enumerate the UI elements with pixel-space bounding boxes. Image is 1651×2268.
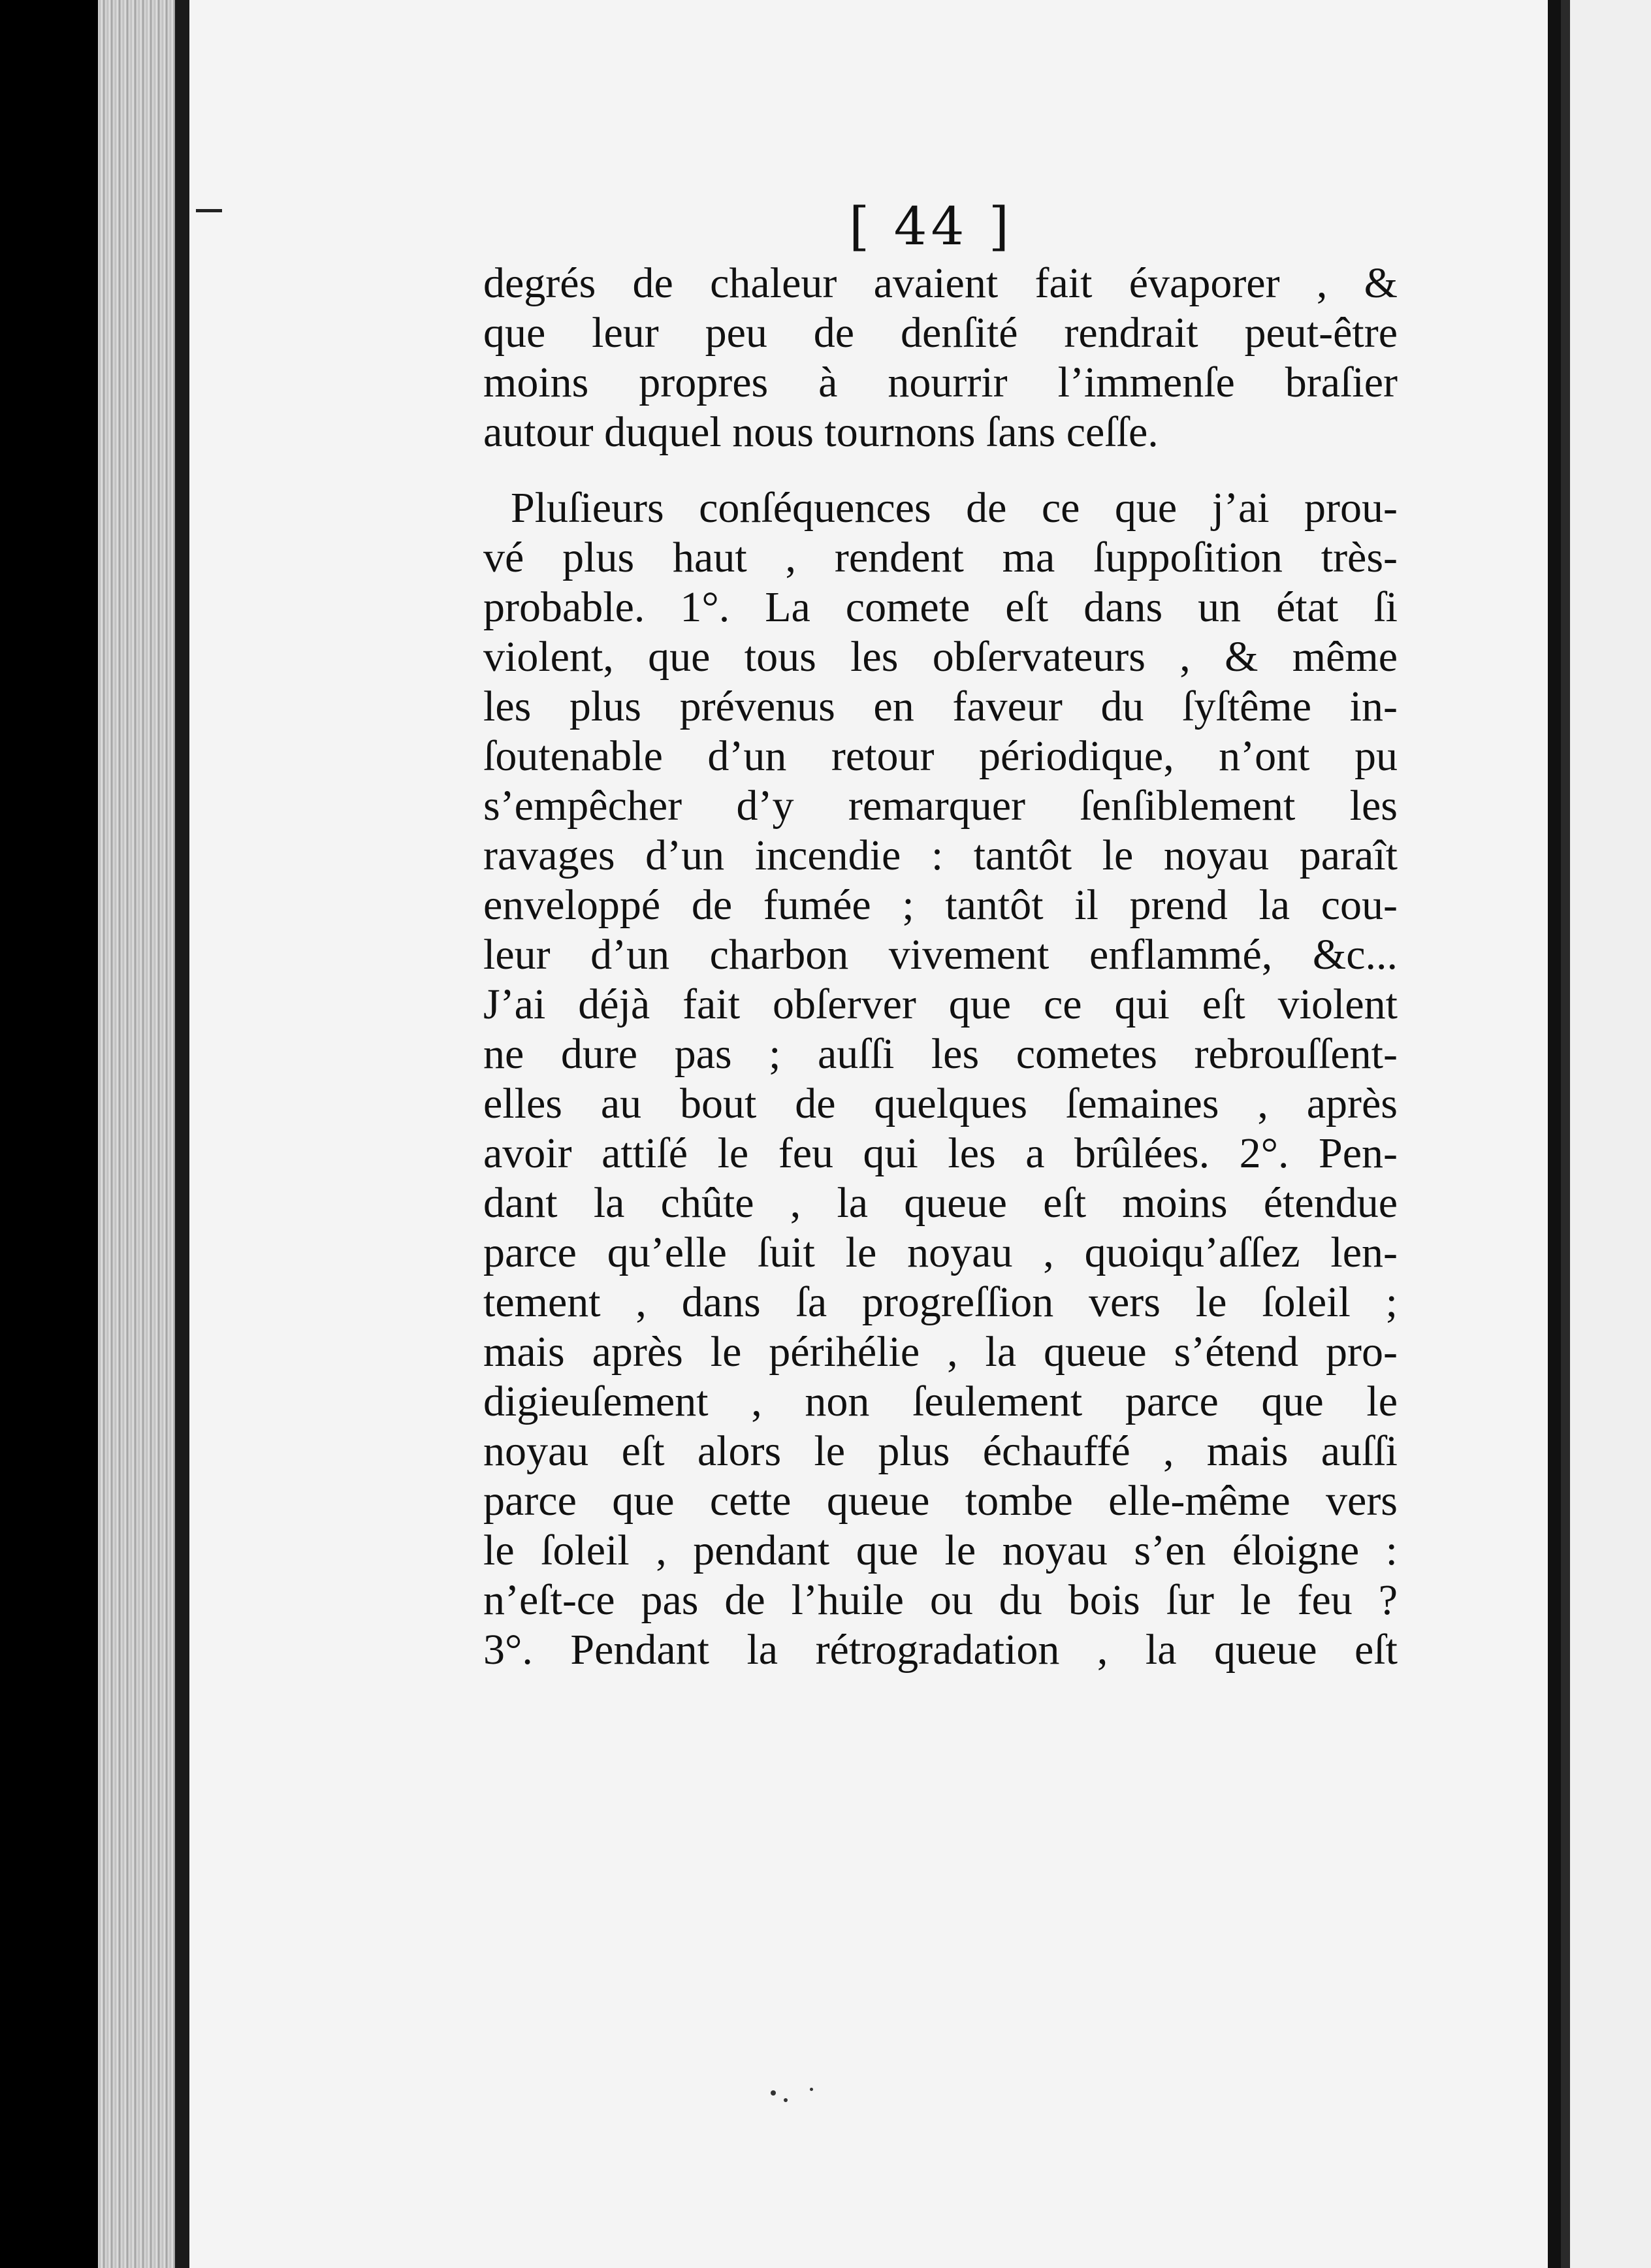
text-line: dant la chûte , la queue eſt moins étendue [483,1179,1398,1227]
text-line: autour duquel nous tournons ſans ceſſe. [483,408,1159,456]
page-number: [ 44 ] [849,196,1014,257]
text-line: noyau eſt alors le plus échauffé , mais auſſi [483,1427,1398,1475]
text-line: vé plus haut , rendent ma ſuppoſition très- [483,534,1398,581]
text-line: le ſoleil , pendant que le noyau s’en éloigne : [483,1527,1398,1574]
text-line: ravages d’un incendie : tantôt le noyau paraît [483,832,1398,879]
paragraph-gap [483,457,1398,483]
text-line: ne dure pas ; auſſi les cometes rebrouſſent- [483,1030,1398,1078]
page-edge-right [1548,0,1561,2268]
text-line: s’empêcher d’y remarquer ſenſiblement les [483,782,1398,830]
text-line: n’eſt-ce pas de l’huile ou du bois ſur le feu ? [483,1576,1398,1624]
text-line: avoir attiſé le feu qui les a brûlées. 2°. Pen- [483,1129,1398,1177]
text-line: parce qu’elle ſuit le noyau , quoiqu’aſſez len- [483,1229,1398,1276]
ink-speck [810,2088,813,2091]
text-line: J’ai déjà fait obſerver que ce qui eſt violent [483,980,1398,1028]
text-line: moins propres à nourrir l’immenſe braſier [483,359,1398,406]
gutter-shadow [175,0,189,2268]
text-line: elles au bout de quelques ſemaines , après [483,1080,1398,1127]
text-line: les plus prévenus en faveur du ſyſtême in- [483,683,1398,730]
text-line: mais après le périhélie , la queue s’étend pro- [483,1328,1398,1376]
text-line: violent, que tous les obſervateurs , & même [483,633,1398,681]
body-text [483,259,1398,1675]
facing-page-strip [1561,0,1651,2268]
text-line: probable. 1°. La comete eſt dans un état ſi [483,583,1398,631]
facing-page-edge [1561,0,1570,2268]
text-line: leur d’un charbon vivement enflammé, &c... [483,931,1398,979]
ink-specks [764,2084,842,2110]
ink-speck [784,2098,788,2102]
text-line: 3°. Pendant la rétrogradation , la queue eſt [483,1626,1398,1674]
text-line: degrés de chaleur avaient fait évaporer , & [483,259,1398,307]
text-line: enveloppé de fumée ; tantôt il prend la cou- [483,881,1398,929]
margin-mark [196,209,222,212]
ink-speck [771,2090,776,2096]
text-line: que leur peu de denſité rendrait peut-être [483,309,1398,357]
text-line: Pluſieurs conſéquences de ce que j’ai prou- [511,484,1398,532]
text-line: ſoutenable d’un retour périodique, n’ont pu [483,732,1398,780]
text-line: parce que cette queue tombe elle-même vers [483,1477,1398,1525]
text-line: tement , dans ſa progreſſion vers le ſoleil ; [483,1278,1398,1326]
text-line: digieuſement , non ſeulement parce que le [483,1378,1398,1425]
